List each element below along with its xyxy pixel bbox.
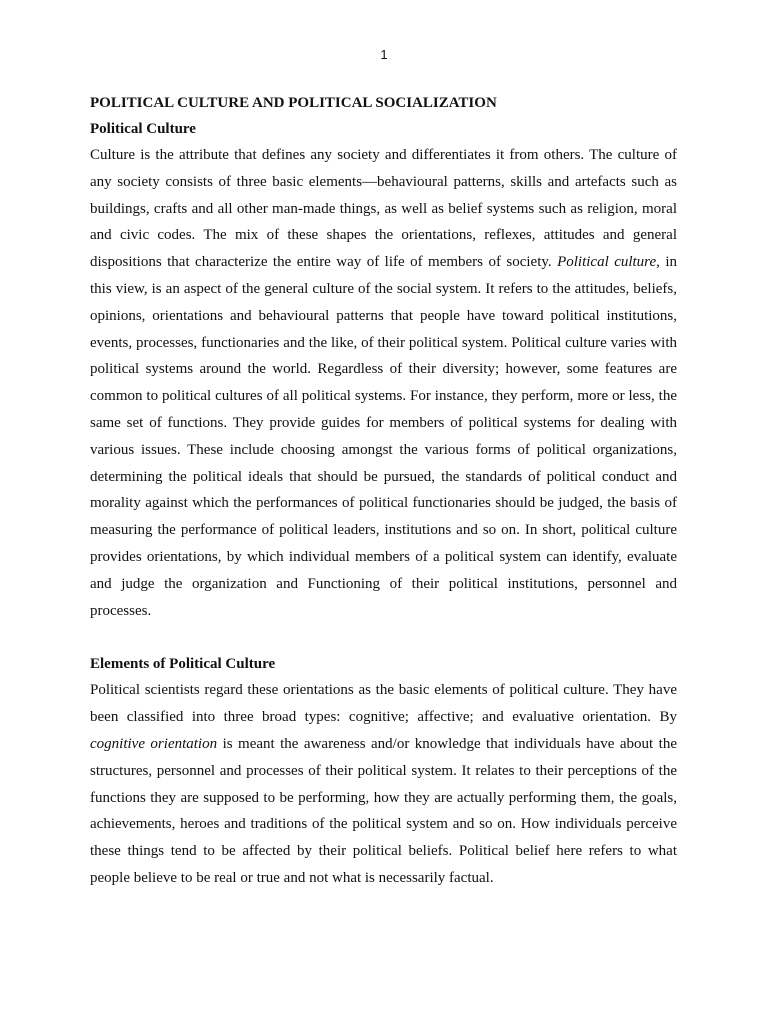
paragraph-spacer [90, 624, 677, 651]
paragraph-political-culture [90, 142, 677, 624]
italic-term-cognitive-orientation: cognitive orientation [90, 735, 218, 752]
document-title: POLITICAL CULTURE AND POLITICAL SOCIALIZATION [90, 95, 497, 111]
section-heading-political-culture: Political Culture [90, 121, 196, 137]
paragraph-text: is meant the awareness and/or knowledge that individuals have about the structures, personnel and processes of their political system. It relates to their perceptions of the functions they are supposed to be performing, how they are actually performing them, the goals, achievements, heroes and traditions of the political system and so on. How individuals perceive these things tend to be affected by their political beliefs. Political belief here refers to what people believe to be real or true and not what is necessarily factual. [90, 735, 678, 886]
paragraph-elements [90, 677, 677, 891]
section-heading-elements: Elements of Political Culture [90, 656, 276, 673]
italic-term-political-culture: Political culture [557, 254, 657, 271]
page-number: 1 [380, 47, 388, 62]
paragraph-text: Political scientists regard these orientations as the basic elements of political culture. They have been classified into three broad types: cognitive; affective; and evaluative orientation. By [90, 682, 677, 726]
document-body [90, 90, 677, 892]
paragraph-text: , in this view, is an aspect of the general culture of the social system. It refers to the attitudes, beliefs, opinions, orientations and behavioural patterns that people have toward political institutions, events, processes, functionaries and the like, of their political system. Political culture varies with political systems around the world. Regardless of their diversity; however, some features are common to political cultures of all political systems. For instance, they perform, more or less, the same set of functions. They provide guides for members of political systems for dealing with various issues. These include choosing amongst the various forms of political organizations, determining the political ideals that should be pursued, the standards of political conduct and morality against which the performances of political functionaries should be judged, the basis of measuring the performance of political leaders, institutions and so on. In short, political culture provides orientations, by which individual members of a political system can identify, evaluate and judge the organization and Functioning of their political institutions, personnel and processes. [90, 254, 677, 619]
paragraph-text: Culture is the attribute that defines any society and differentiates it from others. The culture of any society consists of three basic elements—behavioural patterns, skills and artefacts such as buildings, crafts and all other man-made things, as well as belief systems such as religion, moral and civic codes. The mix of these shapes the orientations, reflexes, attitudes and general dispositions that characterize the entire way of life of members of society. [90, 147, 677, 271]
